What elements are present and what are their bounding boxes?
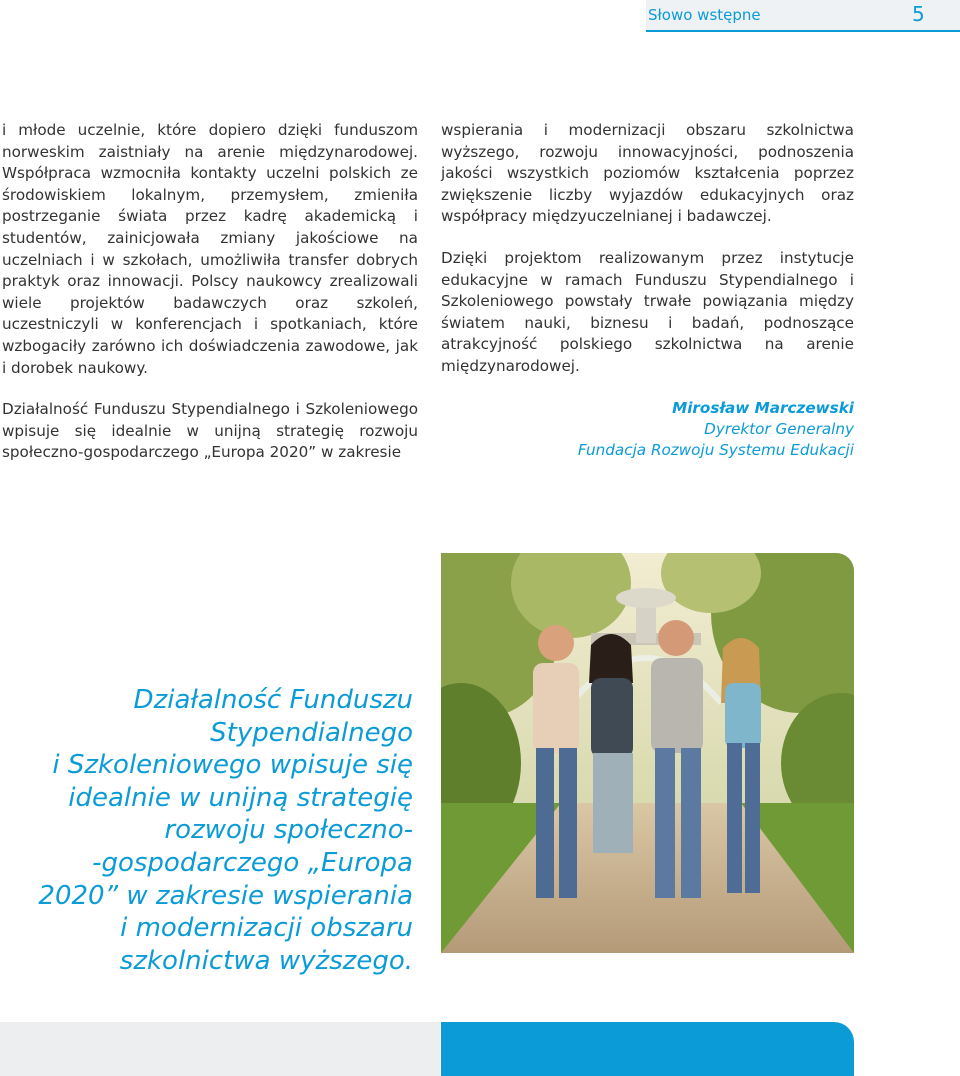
footer-gray-bar <box>0 1022 440 1076</box>
header-divider <box>646 30 960 32</box>
paragraph: wspierania i modernizacji obszaru szkolnictwa wyższego, rozwoju innowacyjności, podnoszenia jakości wszystkich poziomów kształcenia poprzez zwiększenie liczby wyjazdów edukacyjnych oraz współpracy międzyuczelnianej i badawczej. <box>441 121 854 226</box>
pull-quote-line: i modernizacji obszaru <box>120 913 413 944</box>
pull-quote-line: Działalność Funduszu <box>133 685 413 715</box>
left-column <box>2 120 418 484</box>
pull-quote-line: -gospodarczego „Europa <box>92 847 413 878</box>
pull-quote-line: rozwoju społeczno- <box>164 815 413 846</box>
students-photo <box>441 553 854 953</box>
pull-quote-line: Stypendialnego <box>210 717 413 748</box>
paragraph: i młode uczelnie, które dopiero dzięki funduszom norweskim zaistniały na arenie międzynarodowej. Współpraca wzmocniła kontakty uczelni polskich ze środowiskiem lokalnym, przemysłem, zmieniła postrzeganie świata przez kadrę akademicką i studentów, zainicjowała zmiany jakościowe na uczelniach i w szkołach, umożliwiła transfer dobrych praktyk oraz innowacji. Polscy naukowcy zrealizowali wiele projektów badawczych oraz szkoleń, uczestniczyli w konferencjach i spotkaniach, które wzbogaciły zarówno ich doświadczenia zawodowe, jak i dorobek naukowy. <box>2 121 418 377</box>
page-number: 5 <box>912 2 925 26</box>
right-column <box>441 120 854 461</box>
pull-quote <box>10 684 413 977</box>
signature-name: Mirosław Marczewski <box>672 398 854 417</box>
section-title: Słowo wstępne <box>648 6 761 24</box>
paragraph: Działalność Funduszu Stypendialnego i Szkoleniowego wpisuje się idealnie w unijną strategię rozwoju społeczno-gospodarczego „Europa 2020” w zakresie <box>2 400 418 462</box>
signature-organization: Fundacja Rozwoju Systemu Edukacji <box>577 440 854 459</box>
signature <box>441 398 854 461</box>
pull-quote-line: idealnie w unijną strategię <box>68 782 413 813</box>
pull-quote-line: szkolnictwa wyższego. <box>119 945 413 976</box>
paragraph: Dzięki projektom realizowanym przez instytucje edukacyjne w ramach Funduszu Stypendialnego i Szkoleniowego powstały trwałe powiązania między światem nauki, biznesu i badań, podnoszące atrakcyjność polskiego szkolnictwa na arenie międzynarodowej. <box>441 248 854 375</box>
pull-quote-line: i Szkoleniowego wpisuje się <box>52 750 413 781</box>
signature-role: Dyrektor Generalny <box>704 419 854 438</box>
footer-blue-bar <box>441 1022 854 1076</box>
pull-quote-line: 2020” w zakresie wspierania <box>38 880 413 911</box>
